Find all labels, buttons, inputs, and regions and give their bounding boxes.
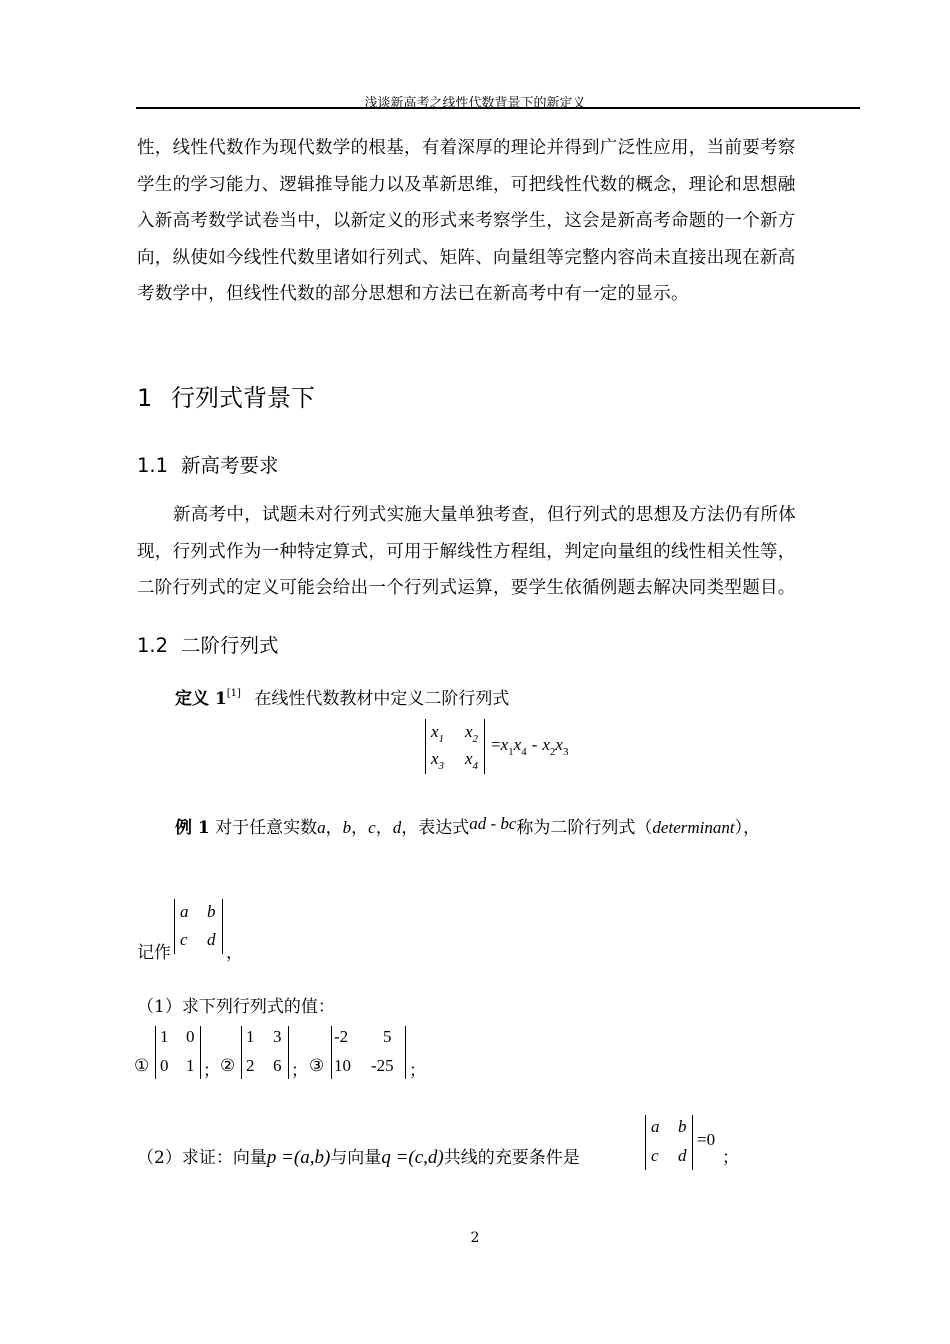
subsection-number: 1.1 — [137, 454, 169, 477]
determinant-bar-left — [425, 719, 426, 774]
matrix-entry: 2 — [246, 1056, 255, 1075]
matrix-entry: 3 — [273, 1027, 282, 1046]
determinant-bar-left — [174, 899, 175, 954]
determinant-bar-right — [288, 1026, 289, 1079]
matrix-entry: -25 — [371, 1056, 394, 1075]
matrix-entry: d — [678, 1146, 687, 1165]
vector-p: p =(a,b) — [266, 1147, 331, 1168]
question-1: （1）求下列行列式的值： — [137, 997, 335, 1017]
matrix-entry: 5 — [383, 1027, 392, 1046]
matrix-entry: b — [678, 1117, 687, 1136]
determinant-bar-right — [484, 719, 485, 774]
text-line: 性，线性代数作为现代数学的根基，有着深厚的理论并得到广泛性应用，当前要考察 — [137, 138, 796, 158]
determinant-bar-left — [155, 1026, 156, 1079]
matrix-entry: c — [180, 930, 188, 949]
vector-q: q =(c,d) — [381, 1147, 444, 1168]
section-heading — [137, 378, 315, 413]
formula-rhs: $=x_1x_4 - x_2x_3$ — [491, 735, 569, 758]
item-marker: ③ — [309, 1056, 325, 1076]
text-line: 向，纵使如今线性代数里诸如行列式、矩阵、向量组等完整内容尚未直接出现在新高 — [137, 247, 796, 268]
matrix-entry: -2 — [334, 1027, 349, 1046]
citation-ref: [1] — [226, 688, 241, 699]
determinant-bar-right — [222, 899, 223, 954]
definition-text: 在线性代数教材中定义二阶行列式 — [254, 689, 510, 709]
subsection-heading — [137, 630, 279, 658]
matrix-entry: 1 — [246, 1027, 255, 1046]
text-line: 考数学中，但线性代数的部分思想和方法已在新高考中有一定的显示。 — [137, 284, 689, 304]
determinant-bar-left — [241, 1026, 242, 1079]
text-line: 现，行列式作为一种特定算式，可用于解线性方程组，判定向量组的线性相关性等， — [137, 541, 796, 562]
definition-line — [175, 684, 509, 709]
subsection-number: 1.2 — [137, 634, 169, 657]
matrix-entry: 1 — [186, 1056, 195, 1075]
item-marker: ② — [220, 1056, 236, 1076]
page-number: 2 — [470, 1230, 480, 1246]
definition-label: 定义 1 — [175, 689, 227, 709]
section-title: 行列式背景下 — [171, 384, 315, 412]
header-rule — [136, 107, 860, 109]
matrix-entry: c — [651, 1146, 659, 1165]
matrix-entry: $x_3$ — [431, 749, 445, 772]
matrix-entry: 0 — [160, 1056, 169, 1075]
intro-paragraph — [137, 130, 861, 313]
text-line: 新高考中，试题未对行列式实施大量单独考查，但行列式的思想及方法仍有所体 — [173, 505, 796, 525]
term-determinant: determinant — [652, 818, 735, 837]
determinant-bar-right — [200, 1026, 201, 1079]
determinant-bar-left — [331, 1026, 332, 1079]
matrix-entry: $x_4$ — [465, 749, 479, 772]
example-line: 例 1 对于任意实数a，b，c，d，表达式ad - bc称为二阶行列式（determinant）， — [175, 814, 761, 838]
matrix-entry: $x_2$ — [465, 722, 479, 745]
formula-rhs: =0 — [697, 1130, 716, 1149]
matrix-entry: b — [207, 902, 216, 921]
subsection-title: 新高考要求 — [181, 454, 279, 477]
text-line: 入新高考数学试卷当中，以新定义的形式来考察学生，这会是新高考命题的一个新方 — [137, 211, 796, 231]
text-line: 学生的学习能力、逻辑推导能力以及革新思维，可把线性代数的概念，理论和思想融 — [137, 174, 796, 195]
subsection-title: 二阶行列式 — [181, 634, 279, 657]
matrix-entry: 0 — [186, 1027, 195, 1046]
matrix-entry: 1 — [160, 1027, 169, 1046]
text-line: 二阶行列式的定义可能会给出一个行列式运算，要学生依循例题去解决同类型题目。 — [137, 578, 796, 598]
determinant-bar-right — [405, 1026, 406, 1079]
running-header: 浅谈新高考之线性代数背景下的新定义 — [364, 96, 586, 111]
subsection-heading — [137, 450, 279, 478]
requirements-paragraph — [137, 497, 861, 607]
example-label: 例 1 — [175, 818, 210, 838]
matrix-entry: $x_1$ — [431, 722, 445, 745]
determinant-bar-right — [692, 1115, 693, 1170]
matrix-entry: 10 — [334, 1056, 351, 1075]
matrix-entry: d — [207, 930, 216, 949]
section-number: 1 — [137, 384, 153, 412]
matrix-entry: a — [180, 902, 189, 921]
matrix-entry: a — [651, 1117, 660, 1136]
expression: ad - bc — [469, 814, 517, 833]
determinant-bar-left — [645, 1115, 646, 1170]
item-marker: ① — [134, 1056, 150, 1076]
matrix-entry: 6 — [273, 1056, 282, 1075]
